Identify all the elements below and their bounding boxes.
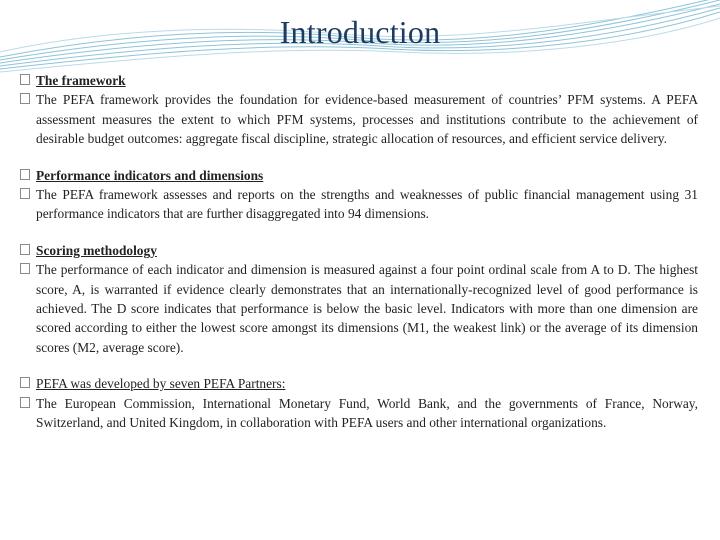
checkbox-bullet-icon xyxy=(20,93,30,104)
section-body-scoring xyxy=(20,260,698,357)
slide-content xyxy=(20,71,698,433)
section-heading-framework xyxy=(20,71,698,90)
checkbox-bullet-icon xyxy=(20,377,30,388)
section-heading: Performance indicators and dimensions xyxy=(36,167,264,183)
section-body: The European Commission, International Monetary Fund, World Bank, and the governments of France, Norway, Switzerland, and United Kingdom, in collaboration with PEFA users and other international organizations. xyxy=(36,395,698,431)
section-heading: PEFA was developed by seven PEFA Partners: xyxy=(36,376,286,392)
section-heading-scoring xyxy=(20,241,698,260)
checkbox-bullet-icon xyxy=(20,397,30,408)
slide-title: Introduction xyxy=(279,14,441,50)
section-body: The performance of each indicator and dimension is measured against a four point ordinal scale from A to D. The highest score, A, is warranted if evidence clearly demonstrates that an internationally-recognized level of good performance is achieved. The D score indicates that performance is below the basic level. Indicators with more than one dimension are scored according to either the lowest score amongst its dimensions (M1, the weakest link) or the average of its dimension scores (M2, average score). xyxy=(36,262,698,355)
section-heading: The framework xyxy=(36,73,126,88)
section-body-partners xyxy=(20,394,698,433)
checkbox-bullet-icon xyxy=(20,74,30,85)
section-heading-partners xyxy=(20,374,698,393)
checkbox-bullet-icon xyxy=(20,263,30,274)
section-heading: Scoring methodology xyxy=(36,242,157,258)
checkbox-bullet-icon xyxy=(20,244,30,255)
checkbox-bullet-icon xyxy=(20,169,30,180)
section-body-framework xyxy=(20,90,698,148)
section-heading-indicators xyxy=(20,166,698,185)
section-body-indicators xyxy=(20,185,698,224)
section-body: The PEFA framework provides the foundation for evidence-based measurement of countries’ PFM systems. A PEFA assessment measures the extent to which PFM systems, processes and institutions contribute to the achievement of desirable budget outcomes: aggregate fiscal discipline, strategic allocation of resources, and efficient service delivery. xyxy=(36,92,698,147)
checkbox-bullet-icon xyxy=(20,188,30,199)
section-body: The PEFA framework assesses and reports on the strengths and weaknesses of public financial management using 31 performance indicators that are further disaggregated into 94 dimensions. xyxy=(36,187,698,222)
